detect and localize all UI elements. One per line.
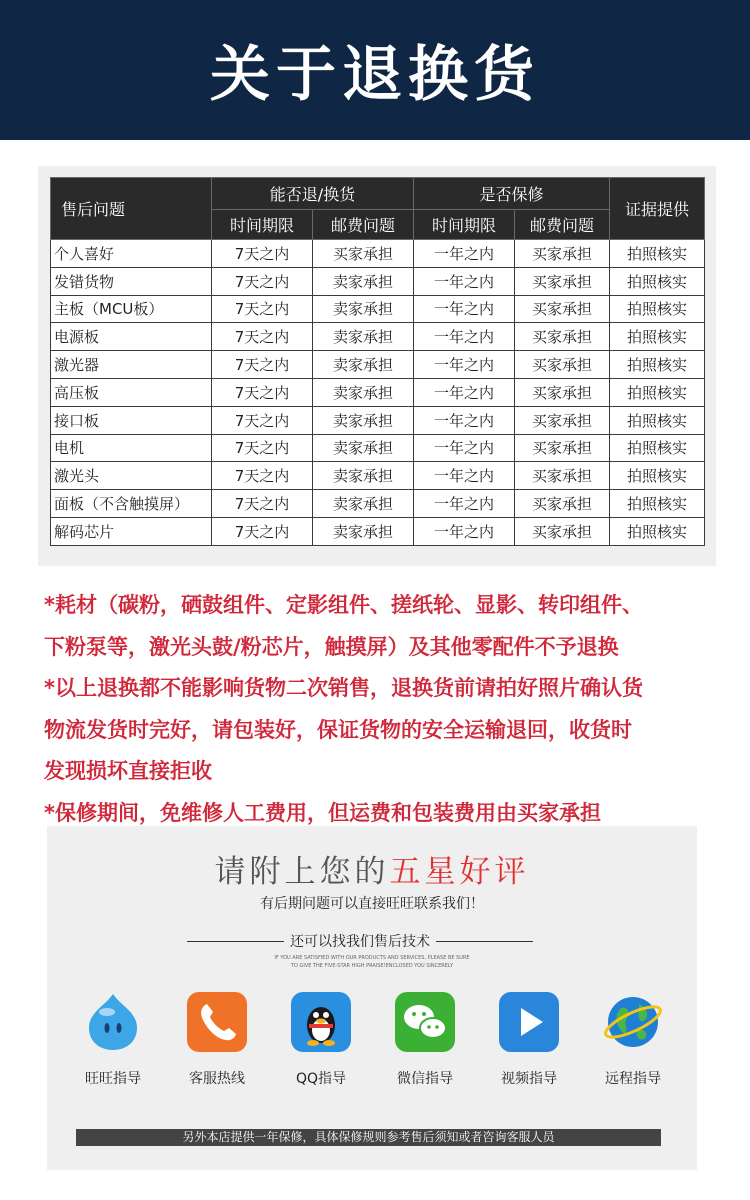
channel-label: 微信指导 xyxy=(397,1071,453,1087)
cell-return-time: 7天之内 xyxy=(212,240,313,268)
header-issue: 售后问题 xyxy=(51,178,212,240)
cell-evidence: 拍照核实 xyxy=(610,462,705,490)
qq-penguin-icon xyxy=(289,990,353,1054)
header-return-group: 能否退/换货 xyxy=(212,178,414,210)
cell-issue: 解码芯片 xyxy=(51,517,212,545)
page-banner xyxy=(0,0,750,140)
cell-return-postage: 卖家承担 xyxy=(313,267,414,295)
cell-repair-postage: 买家承担 xyxy=(515,406,610,434)
cell-return-postage: 卖家承担 xyxy=(313,462,414,490)
cell-issue: 激光器 xyxy=(51,351,212,379)
channel-video[interactable] xyxy=(483,990,575,1090)
service-channels xyxy=(67,990,679,1090)
divider-line xyxy=(436,941,533,942)
cell-issue: 接口板 xyxy=(51,406,212,434)
cell-return-time: 7天之内 xyxy=(212,462,313,490)
cell-evidence: 拍照核实 xyxy=(610,323,705,351)
channel-remote[interactable] xyxy=(587,990,679,1090)
note-line: *以上退换都不能影响货物二次销售，退换货前请拍好照片确认货 xyxy=(44,676,643,701)
cell-evidence: 拍照核实 xyxy=(610,517,705,545)
table-row xyxy=(51,517,705,545)
cell-return-time: 7天之内 xyxy=(212,378,313,406)
channel-qq[interactable] xyxy=(275,990,367,1090)
phone-icon xyxy=(185,990,249,1054)
note-line: 发现损坏直接拒收 xyxy=(44,759,212,784)
cell-repair-postage: 买家承担 xyxy=(515,462,610,490)
wechat-icon xyxy=(393,990,457,1054)
table-row xyxy=(51,295,705,323)
header-return-time: 时间期限 xyxy=(212,210,313,240)
table-row xyxy=(51,462,705,490)
divider-text: 还可以找我们售后技术 xyxy=(290,934,430,950)
cell-issue: 面板（不含触摸屏） xyxy=(51,490,212,518)
header-repair-postage: 邮费问题 xyxy=(515,210,610,240)
cell-evidence: 拍照核实 xyxy=(610,490,705,518)
cell-return-postage: 卖家承担 xyxy=(313,434,414,462)
note-line: 下粉泵等，激光头鼓/粉芯片，触摸屏）及其他零配件不予退换 xyxy=(44,634,619,659)
table-row xyxy=(51,378,705,406)
cell-evidence: 拍照核实 xyxy=(610,351,705,379)
cell-issue: 主板（MCU板） xyxy=(51,295,212,323)
channel-label: 客服热线 xyxy=(189,1071,245,1087)
cell-return-postage: 卖家承担 xyxy=(313,351,414,379)
cell-return-time: 7天之内 xyxy=(212,517,313,545)
cell-repair-postage: 买家承担 xyxy=(515,434,610,462)
cell-repair-postage: 买家承担 xyxy=(515,517,610,545)
wangwang-icon xyxy=(81,990,145,1054)
cell-repair-postage: 买家承担 xyxy=(515,323,610,351)
english-note-line: TO GIVE THE FIVE-STAR HIGH PRAISE!ENCLOSED YOU SINCERELY xyxy=(290,963,454,969)
english-note-line: IF YOU ARE SATISFIED WITH OUR PRODUCTS AND SERVICES, PLEASE BE SURE xyxy=(274,955,470,961)
cell-evidence: 拍照核实 xyxy=(610,434,705,462)
policy-notes xyxy=(44,585,724,835)
cell-return-postage: 卖家承担 xyxy=(313,295,414,323)
note-line: *耗材（碳粉，硒鼓组件、定影组件、搓纸轮、显影、转印组件、 xyxy=(44,593,643,617)
note-line: 物流发货时完好，请包装好，保证货物的安全运输退回，收货时 xyxy=(44,717,632,742)
cell-return-time: 7天之内 xyxy=(212,295,313,323)
header-return-postage: 邮费问题 xyxy=(313,210,414,240)
contact-subtitle: 有后期问题可以直接旺旺联系我们！ xyxy=(260,896,484,912)
video-play-icon xyxy=(497,990,561,1054)
cell-repair-time: 一年之内 xyxy=(414,378,515,406)
cell-repair-time: 一年之内 xyxy=(414,351,515,379)
channel-label: 旺旺指导 xyxy=(85,1071,141,1087)
header-evidence: 证据提供 xyxy=(610,178,705,240)
cell-repair-time: 一年之内 xyxy=(414,517,515,545)
header-repair-time: 时间期限 xyxy=(414,210,515,240)
table-row xyxy=(51,406,705,434)
section-divider xyxy=(187,930,533,952)
cell-return-time: 7天之内 xyxy=(212,406,313,434)
cell-repair-postage: 买家承担 xyxy=(515,267,610,295)
cell-repair-time: 一年之内 xyxy=(414,267,515,295)
divider-line xyxy=(187,941,284,942)
review-request-title xyxy=(47,846,697,891)
channel-wangwang[interactable] xyxy=(67,990,159,1090)
channel-wechat[interactable] xyxy=(379,990,471,1090)
remote-globe-icon xyxy=(601,990,665,1054)
cell-repair-time: 一年之内 xyxy=(414,490,515,518)
table-row xyxy=(51,351,705,379)
table-row xyxy=(51,240,705,268)
cell-issue: 高压板 xyxy=(51,378,212,406)
cell-issue: 电机 xyxy=(51,434,212,462)
return-policy-table-panel xyxy=(38,166,716,566)
cell-return-time: 7天之内 xyxy=(212,267,313,295)
cell-repair-postage: 买家承担 xyxy=(515,378,610,406)
english-note xyxy=(47,954,697,970)
cell-return-postage: 卖家承担 xyxy=(313,378,414,406)
page-title: 关于退换货 xyxy=(210,40,540,110)
note-line: *保修期间，免维修人工费用，但运费和包装费用由买家承担 xyxy=(44,800,601,825)
cell-issue: 电源板 xyxy=(51,323,212,351)
cell-repair-postage: 买家承担 xyxy=(515,351,610,379)
cell-return-time: 7天之内 xyxy=(212,434,313,462)
cell-repair-postage: 买家承担 xyxy=(515,295,610,323)
cell-evidence: 拍照核实 xyxy=(610,406,705,434)
table-row xyxy=(51,267,705,295)
review-title-red: 五星好评 xyxy=(389,854,530,890)
cell-return-postage: 卖家承担 xyxy=(313,323,414,351)
table-row xyxy=(51,434,705,462)
cell-evidence: 拍照核实 xyxy=(610,378,705,406)
cell-evidence: 拍照核实 xyxy=(610,240,705,268)
cell-repair-time: 一年之内 xyxy=(414,240,515,268)
cell-return-postage: 卖家承担 xyxy=(313,517,414,545)
cell-repair-time: 一年之内 xyxy=(414,406,515,434)
cell-return-time: 7天之内 xyxy=(212,490,313,518)
cell-issue: 激光头 xyxy=(51,462,212,490)
warranty-footer: 另外本店提供一年保修，具体保修规则参考售后须知或者咨询客服人员 xyxy=(76,1129,661,1146)
header-repair-group: 是否保修 xyxy=(414,178,610,210)
channel-label: 远程指导 xyxy=(605,1071,661,1087)
table-row xyxy=(51,490,705,518)
cell-repair-postage: 买家承担 xyxy=(515,490,610,518)
cell-repair-time: 一年之内 xyxy=(414,462,515,490)
channel-label: 视频指导 xyxy=(501,1071,557,1087)
review-title-gray: 请附上您的 xyxy=(214,854,390,890)
cell-evidence: 拍照核实 xyxy=(610,267,705,295)
cell-return-postage: 买家承担 xyxy=(313,240,414,268)
cell-return-time: 7天之内 xyxy=(212,351,313,379)
cell-repair-time: 一年之内 xyxy=(414,323,515,351)
cell-return-postage: 卖家承担 xyxy=(313,490,414,518)
cell-return-time: 7天之内 xyxy=(212,323,313,351)
cell-repair-postage: 买家承担 xyxy=(515,240,610,268)
cell-evidence: 拍照核实 xyxy=(610,295,705,323)
channel-label: QQ指导 xyxy=(295,1071,347,1087)
cell-issue: 个人喜好 xyxy=(51,240,212,268)
cell-issue: 发错货物 xyxy=(51,267,212,295)
table-row xyxy=(51,323,705,351)
cell-repair-time: 一年之内 xyxy=(414,295,515,323)
return-policy-table xyxy=(50,177,705,546)
cell-repair-time: 一年之内 xyxy=(414,434,515,462)
channel-phone[interactable] xyxy=(171,990,263,1090)
cell-return-postage: 卖家承担 xyxy=(313,406,414,434)
service-panel xyxy=(47,826,697,1170)
